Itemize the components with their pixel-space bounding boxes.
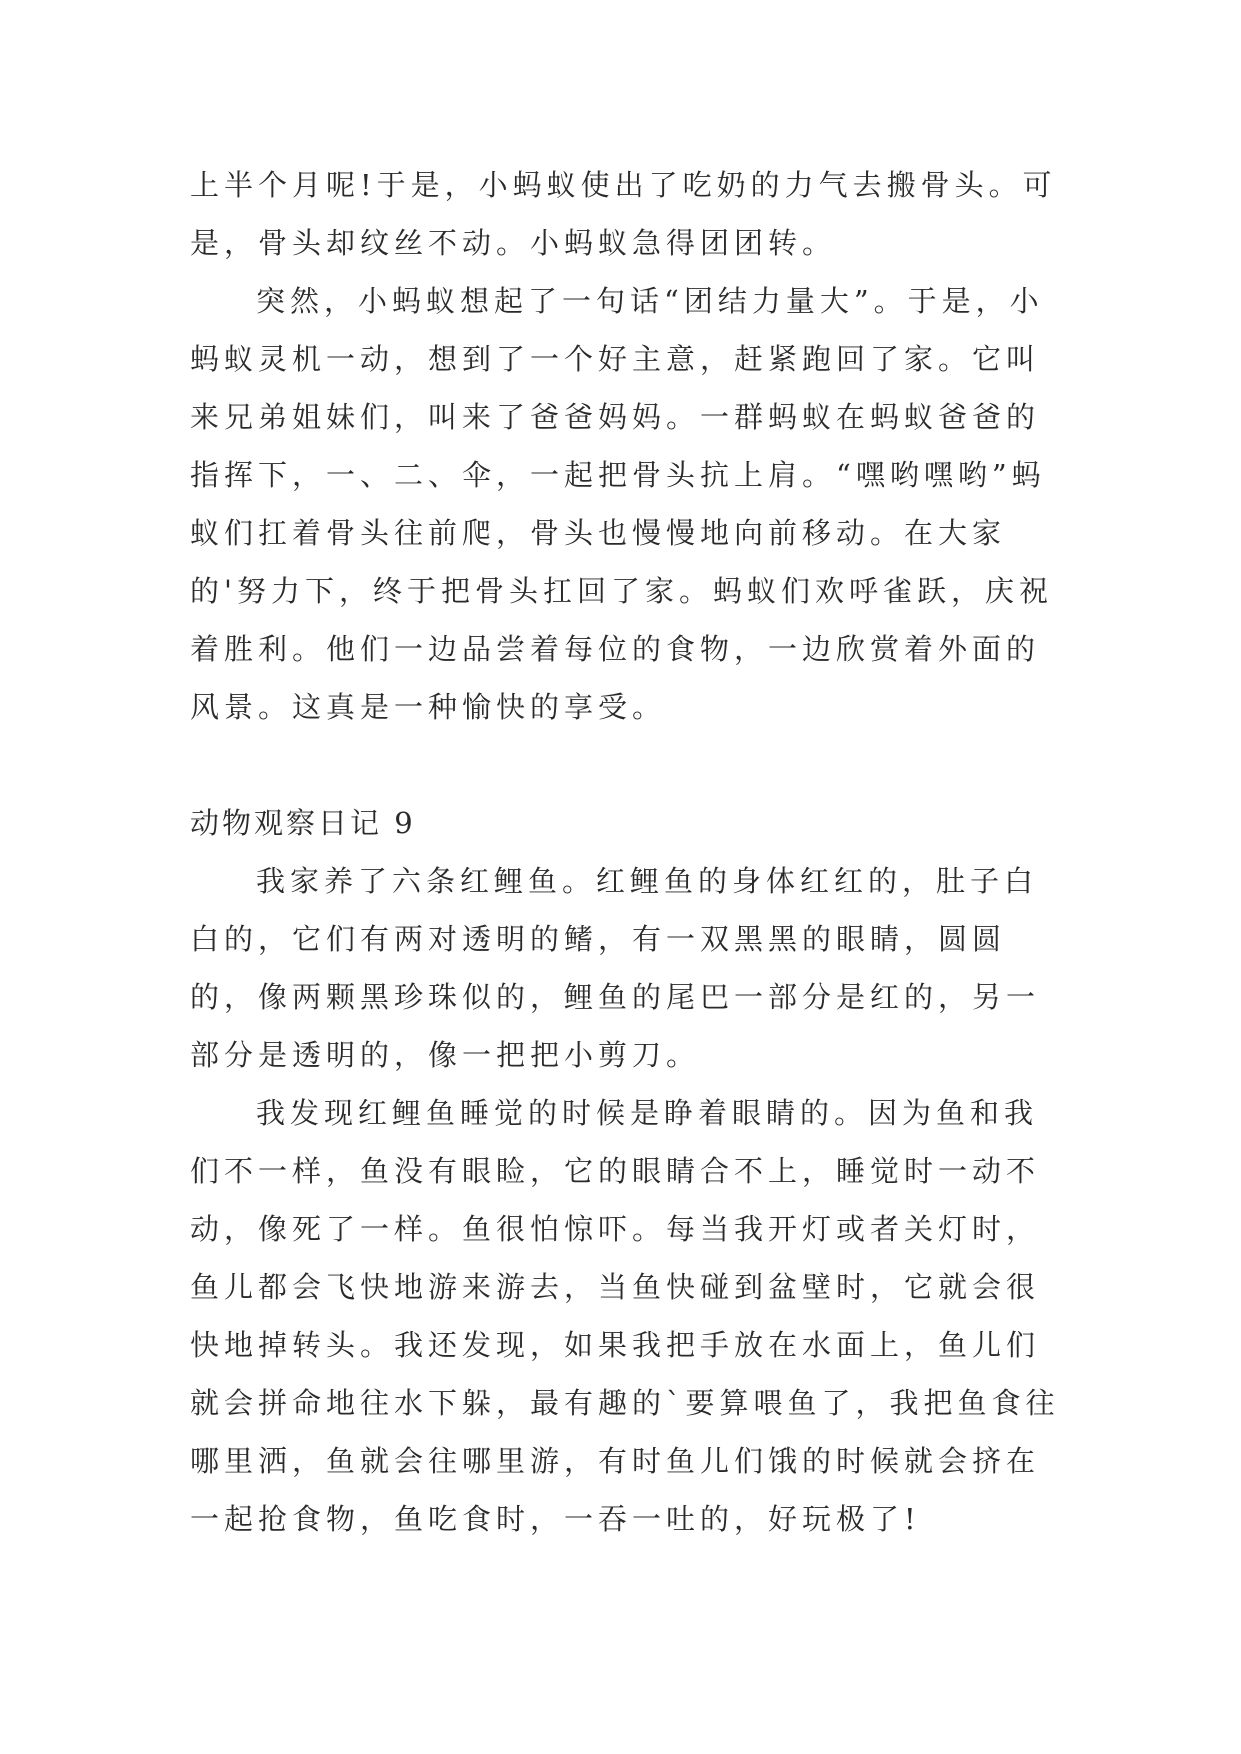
paragraph-fish-behavior: 我发现红鲤鱼睡觉的时候是睁着眼睛的。因为鱼和我们不一样，鱼没有眼睑，它的眼睛合不上，睡觉时一动不动，像死了一样。鱼很怕惊吓。每当我开灯或者关灯时，鱼儿都会飞快地游来游去，当鱼快碰到盆壁时，它就会很快地掉转头。我还发现，如果我把手放在水面上，鱼儿们就会拼命地往水下躲，最有趣的`要算喂鱼了，我把鱼食往哪里洒，鱼就会往哪里游，有时鱼儿们饿的时候就会挤在一起抢食物，鱼吃食时，一吞一吐的，好玩极了! bbox=[190, 1096, 1060, 1536]
paragraph-fish-description: 我家养了六条红鲤鱼。红鲤鱼的身体红红的，肚子白白的，它们有两对透明的鳍，有一双黑黑的眼睛，圆圆的，像两颗黑珍珠似的，鲤鱼的尾巴一部分是红的，另一部分是透明的，像一把把小剪刀。 bbox=[190, 864, 1041, 1072]
document-body bbox=[190, 156, 1070, 1548]
section-heading: 动物观察日记 9 bbox=[190, 806, 416, 840]
paragraph-ant-teamwork: 突然，小蚂蚁想起了一句话“团结力量大”。于是，小蚂蚁灵机一动，想到了一个好主意，赶紧跑回了家。它叫来兄弟姐妹们，叫来了爸爸妈妈。一群蚂蚁在蚂蚁爸爸的指挥下，一、二、伞，一起把骨头抗上肩。“嘿哟嘿哟”蚂蚁们扛着骨头往前爬，骨头也慢慢地向前移动。在大家的'努力下，终于把骨头扛回了家。蚂蚁们欢呼雀跃，庆祝着胜利。他们一边品尝着每位的食物，一边欣赏着外面的风景。这真是一种愉快的享受。 bbox=[190, 284, 1053, 724]
paragraph-continued: 上半个月呢!于是，小蚂蚁使出了吃奶的力气去搬骨头。可是，骨头却纹丝不动。小蚂蚁急得团团转。 bbox=[190, 168, 1057, 260]
